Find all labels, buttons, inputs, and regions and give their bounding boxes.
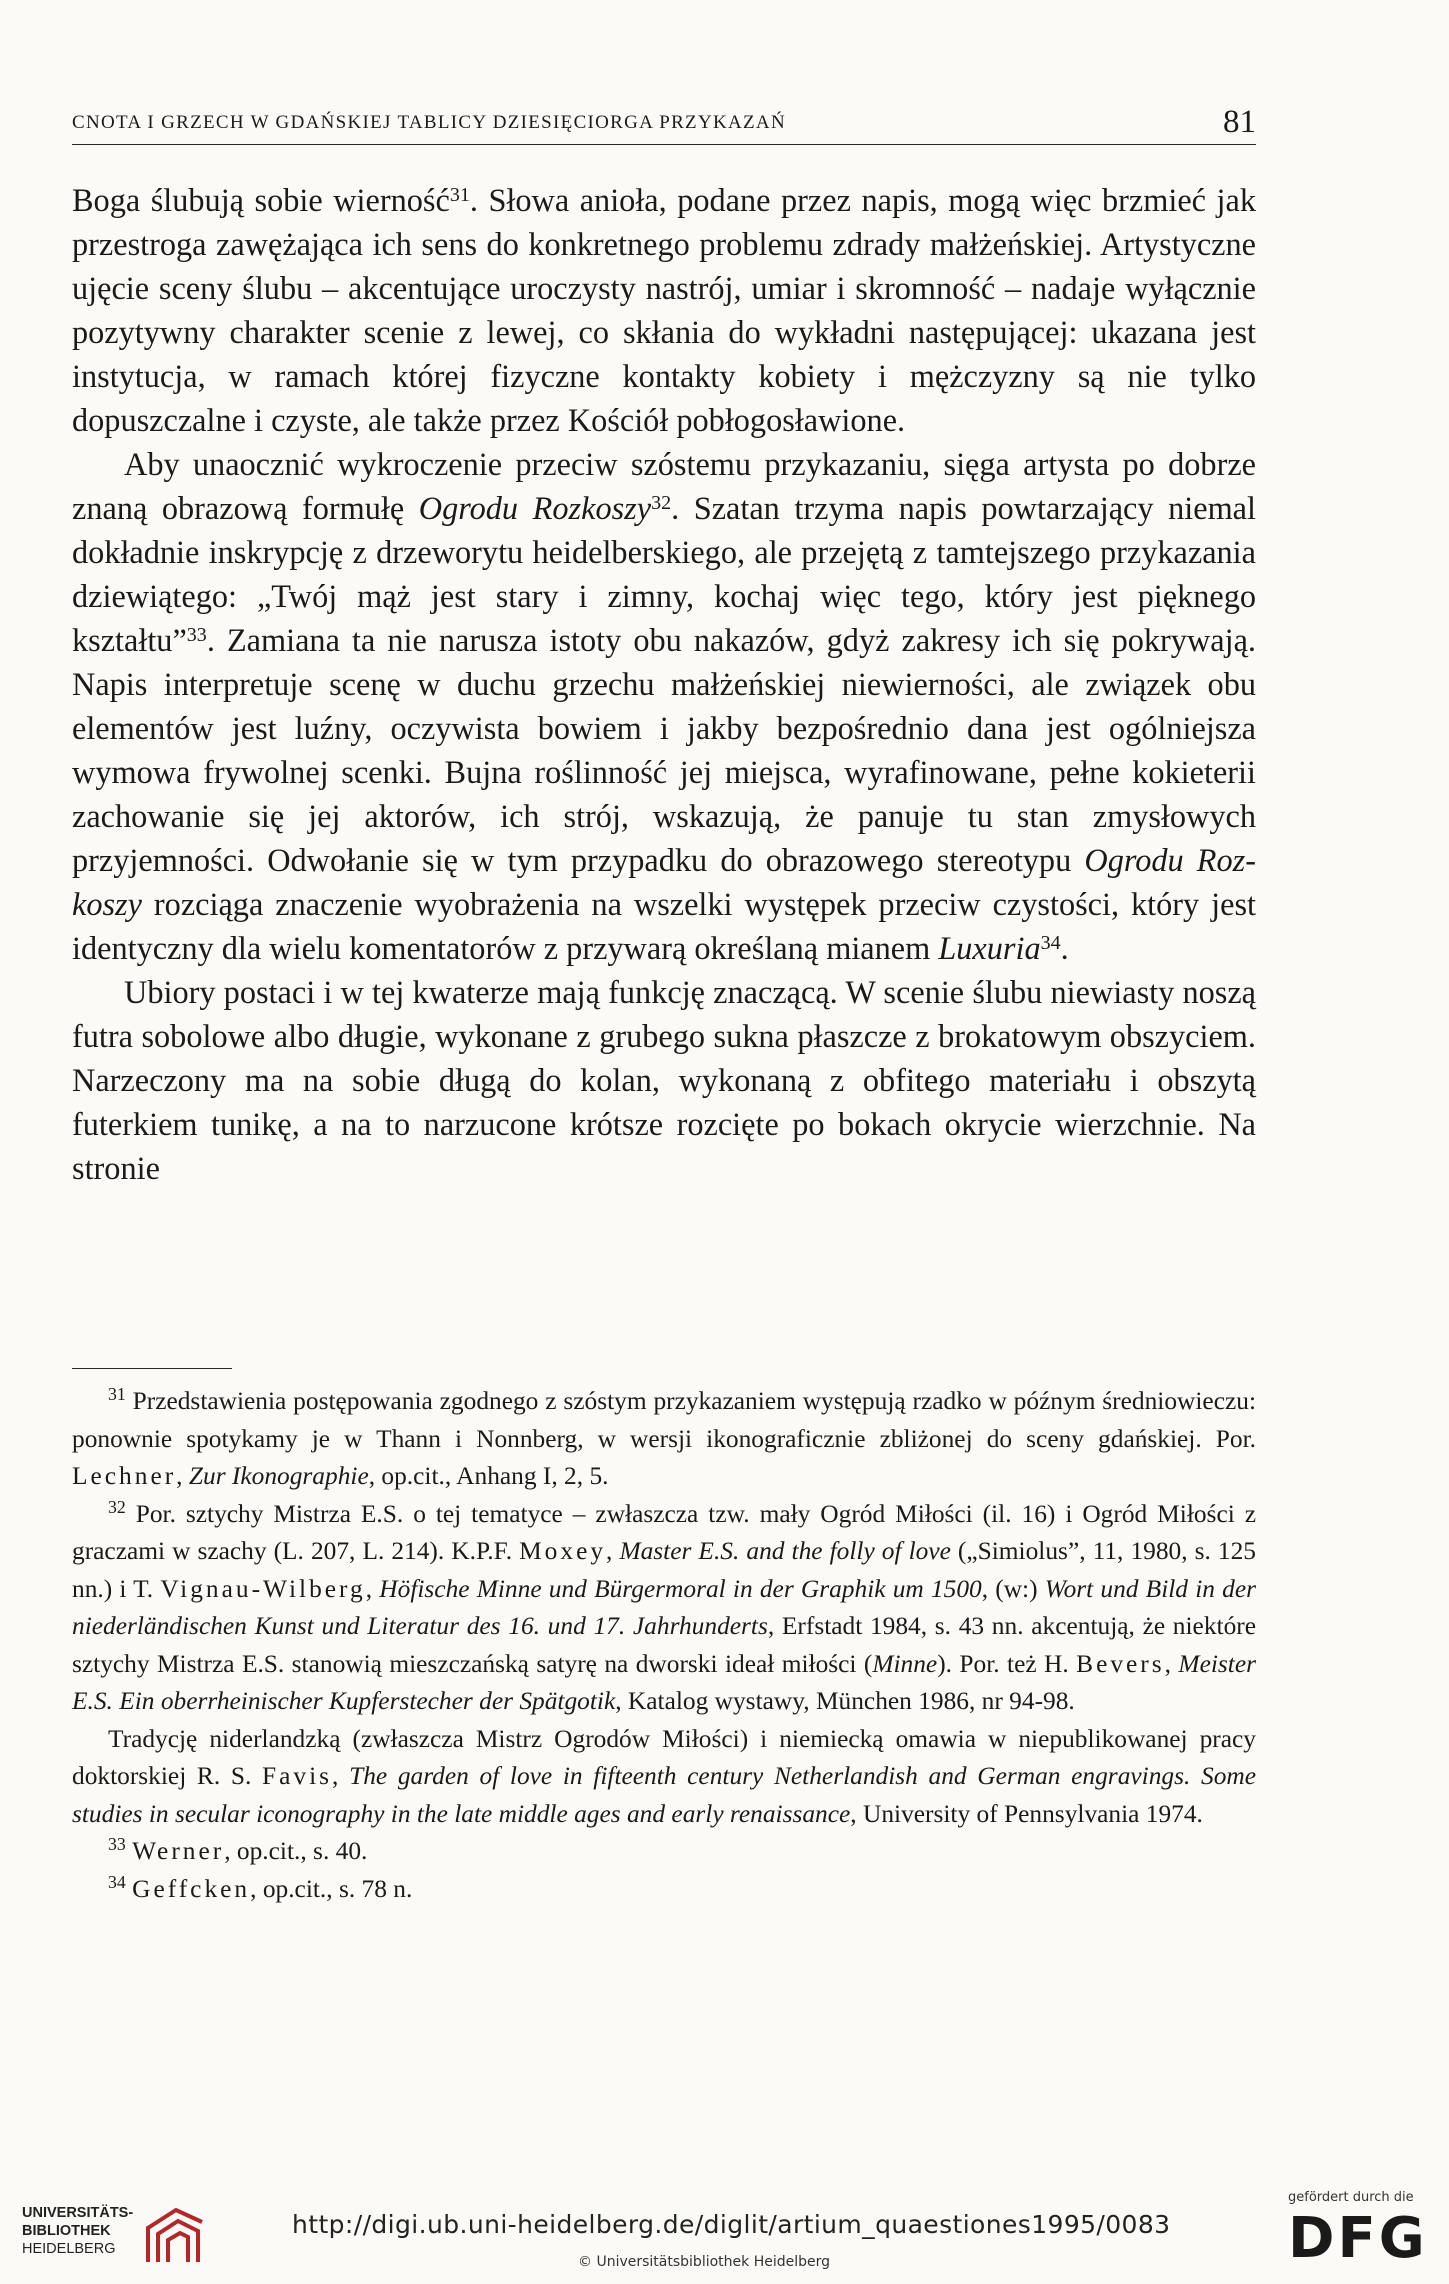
- text-run: . Szatan trzyma napis powtarzający niemal dokładnie inskrypcję z drzeworytu heidelberskiego, ale przejętą z tamtejszego przykazania dziewiątego: „Twój mąż jest stary i zimny, kochaj więc tego, który jest pięknego kształtu”: [72, 490, 1256, 658]
- text-run: , op.cit., s. 40.: [224, 1837, 368, 1865]
- author-name: Geffcken: [132, 1874, 251, 1903]
- text-run: , Erfstadt 1984, s. 43 nn. akcentują, że niektóre sztychy Mistrza E.S. stanowią mieszczańską satyrę na dworski ideał miłości (: [72, 1612, 1256, 1678]
- text-run: ,: [606, 1537, 620, 1565]
- text-run: ,: [365, 1574, 380, 1603]
- work-title: Master E.S. and the folly of love: [619, 1537, 951, 1565]
- text-run: ). Por. też H.: [937, 1649, 1077, 1678]
- text-run: ,: [332, 1762, 350, 1790]
- paragraph-3: Ubiory postaci i w tej kwaterze mają funkcję znaczącą. W scenie ślubu niewiasty noszą futra sobolowe albo długie, wykonane z grubego sukna płaszcze z brokatowym obszyciem. Narzeczony ma na sobie długą do kolan, wykonaną z obfitego materiału i obszytą futerkiem tunikę, a na to narzucone krótsze rozcięte po bokach okrycie wierzchnie. Na stronie: [72, 974, 1256, 1186]
- text-run: („Simiolus”, 11, 1980, s. 125 nn.) i T.: [72, 1537, 1256, 1603]
- page-number: 81: [1223, 104, 1256, 140]
- footnote-ref-32[interactable]: 32: [651, 492, 672, 514]
- text-run: Por. sztychy Mistrza E.S. o tej tematyce – zwłaszcza tzw. mały Ogród Miłości (il. 16) i Ogród Miłości z graczami w szachy (L. 207, L. 214). K.P.F.: [72, 1499, 1256, 1565]
- text-run: Aby unaocznić wykroczenie przeciw szóstemu przykazaniu, sięga artysta po dobrze znaną obrazową formułę: [72, 446, 1256, 526]
- library-name: [22, 2204, 133, 2258]
- paragraph-1: [72, 178, 1256, 442]
- text-run: , op.cit., Anhang I, 2, 5.: [368, 1462, 609, 1490]
- author-name: Favis: [262, 1762, 333, 1790]
- copyright-notice: © Universitätsbibliothek Heidelberg: [578, 2254, 831, 2270]
- text-run: , University of Pennsylvania 1974.: [850, 1799, 1203, 1828]
- running-head: [72, 104, 1256, 145]
- italic-term: Luxuria: [938, 930, 1041, 966]
- footnote-33: [72, 1833, 1256, 1871]
- text-run: ,: [1164, 1649, 1179, 1678]
- italic-term: Ogrodu Rozkoszy: [72, 842, 1257, 922]
- text-run: , op.cit., s. 78 n.: [250, 1874, 413, 1903]
- funded-by-label: gefördert durch die: [1288, 2190, 1414, 2205]
- text-run: , (w:): [981, 1574, 1045, 1603]
- dfg-wordmark: DFG: [1288, 2206, 1428, 2271]
- work-title: Wort und Bild in der niederländischen Kunst und Literatur des 16. und 17. Jahrhunderts: [72, 1574, 1256, 1640]
- footnotes: [72, 1383, 1256, 1908]
- text-run: Tradycję niderlandzką (zwłaszcza Mistrz Ogrodów Miłości) i niemiecką omawia w niepublikowanej pracy doktorskiej R. S.: [72, 1724, 1256, 1790]
- work-title: Meister E.S. Ein oberrheinischer Kupferstecher der Spätgotik: [72, 1649, 1256, 1715]
- footnote-number: 32: [108, 1496, 126, 1517]
- author-name: Werner: [132, 1837, 225, 1865]
- text-run: . Zamiana ta nie narusza istoty obu nakazów, gdyż zakresy ich się pokrywają. Napis interpretuje scenę w duchu grzechu małżeńskiej niewierności, ale związek obu elementów jest luźny, oczywista bowiem i jakby bezpośrednio dana jest ogólniejsza wymowa frywolnej scenki. Bujna roślinność jej miejsca, wyrafinowane, pełne kokieterii zachowanie się jej aktorów, ich strój, wskazują, że panuje tu stan zmysłowych przyjemności. Odwołanie się w tym przypadku do obrazowego stereotypu: [72, 622, 1256, 878]
- text-run: ,: [176, 1462, 189, 1490]
- text-run: , Katalog wystawy, München 1986, nr 94-98.: [615, 1687, 1075, 1715]
- author-name: Lechner: [72, 1462, 177, 1490]
- footnote-divider: [72, 1368, 232, 1369]
- footnote-ref-33[interactable]: 33: [186, 624, 207, 646]
- digitization-footer: [0, 2184, 1449, 2284]
- italic-term: Minne: [872, 1649, 938, 1678]
- text-run: Przedstawienia postępowania zgodnego z szóstym przykazaniem występują rzadko w późnym średniowieczu: ponownie spotykamy je w Thann i Nonnberg, w wersji ikonograficznie zbliżonej do sceny gdańskiej. Por.: [72, 1387, 1256, 1453]
- footnote-number: 31: [108, 1384, 126, 1405]
- running-title: CNOTA I GRZECH W GDAŃSKIEJ TABLICY DZIESIĘCIORGA PRZYKAZAŃ: [72, 112, 786, 133]
- footnote-ref-31[interactable]: 31: [449, 184, 470, 206]
- author-name: Vignau-Wilberg: [160, 1574, 366, 1603]
- library-mark-icon: [142, 2204, 212, 2266]
- footnote-32: [72, 1496, 1256, 1721]
- footnote-32-continued: [72, 1721, 1256, 1834]
- footnote-number: 33: [108, 1834, 126, 1855]
- permalink[interactable]: http://digi.ub.uni-heidelberg.de/diglit/artium_quaestiones1995/0083: [292, 2210, 1171, 2239]
- text-run: Boga ślubują sobie wierność: [72, 182, 450, 218]
- text-run: .: [1060, 930, 1069, 966]
- footnote-ref-34[interactable]: 34: [1040, 932, 1061, 954]
- footnote-number: 34: [108, 1871, 126, 1892]
- work-title: Höfische Minne und Bürgermoral in der Graphik um 1500: [379, 1574, 982, 1603]
- paragraph-2: [72, 442, 1256, 970]
- text-run: rozciąga znaczenie wyobrażenia na wszelki występek przeciw czystości, który jest identyczny dla wielu komentatorów z przywarą określaną mianem: [72, 886, 1256, 966]
- library-name-line: BIBLIOTHEK: [22, 2223, 111, 2239]
- dfg-logo[interactable]: [1288, 2190, 1438, 2280]
- footnote-34: [72, 1871, 1256, 1909]
- text-run: . Słowa anioła, podane przez napis, mogą więc brzmieć jak przestroga zawężająca ich sens do konkretnego problemu zdrady małżeńskiej. Artystyczne ujęcie sceny ślubu – akcentujące uroczysty nastrój, umiar i skromność – nadaje wyłącznie pozytywny charakter scenie z lewej, co skłania do wykładni następującej: ukazana jest instytucja, w ramach której fizyczne kontakty kobiety i mężczyzny są nie tylko dopuszczalne i czyste, ale także przez Kościół pobłogosławione.: [72, 182, 1257, 438]
- italic-term: Ogrodu Rozkoszy: [418, 490, 652, 526]
- footnote-31: [72, 1383, 1256, 1496]
- work-title: The garden of love in fifteenth century Netherlandish and German engravings. Some studies in secular iconography in the late middle ages and early renaissance: [72, 1762, 1256, 1828]
- work-title: Zur Ikonographie: [188, 1462, 369, 1490]
- main-text: [72, 178, 1256, 1190]
- library-name-line: UNIVERSITÄTS-: [22, 2205, 134, 2221]
- author-name: Moxey: [519, 1537, 607, 1565]
- library-logo[interactable]: [22, 2204, 222, 2274]
- author-name: Bevers: [1076, 1649, 1165, 1678]
- library-name-line: HEIDELBERG: [22, 2241, 116, 2257]
